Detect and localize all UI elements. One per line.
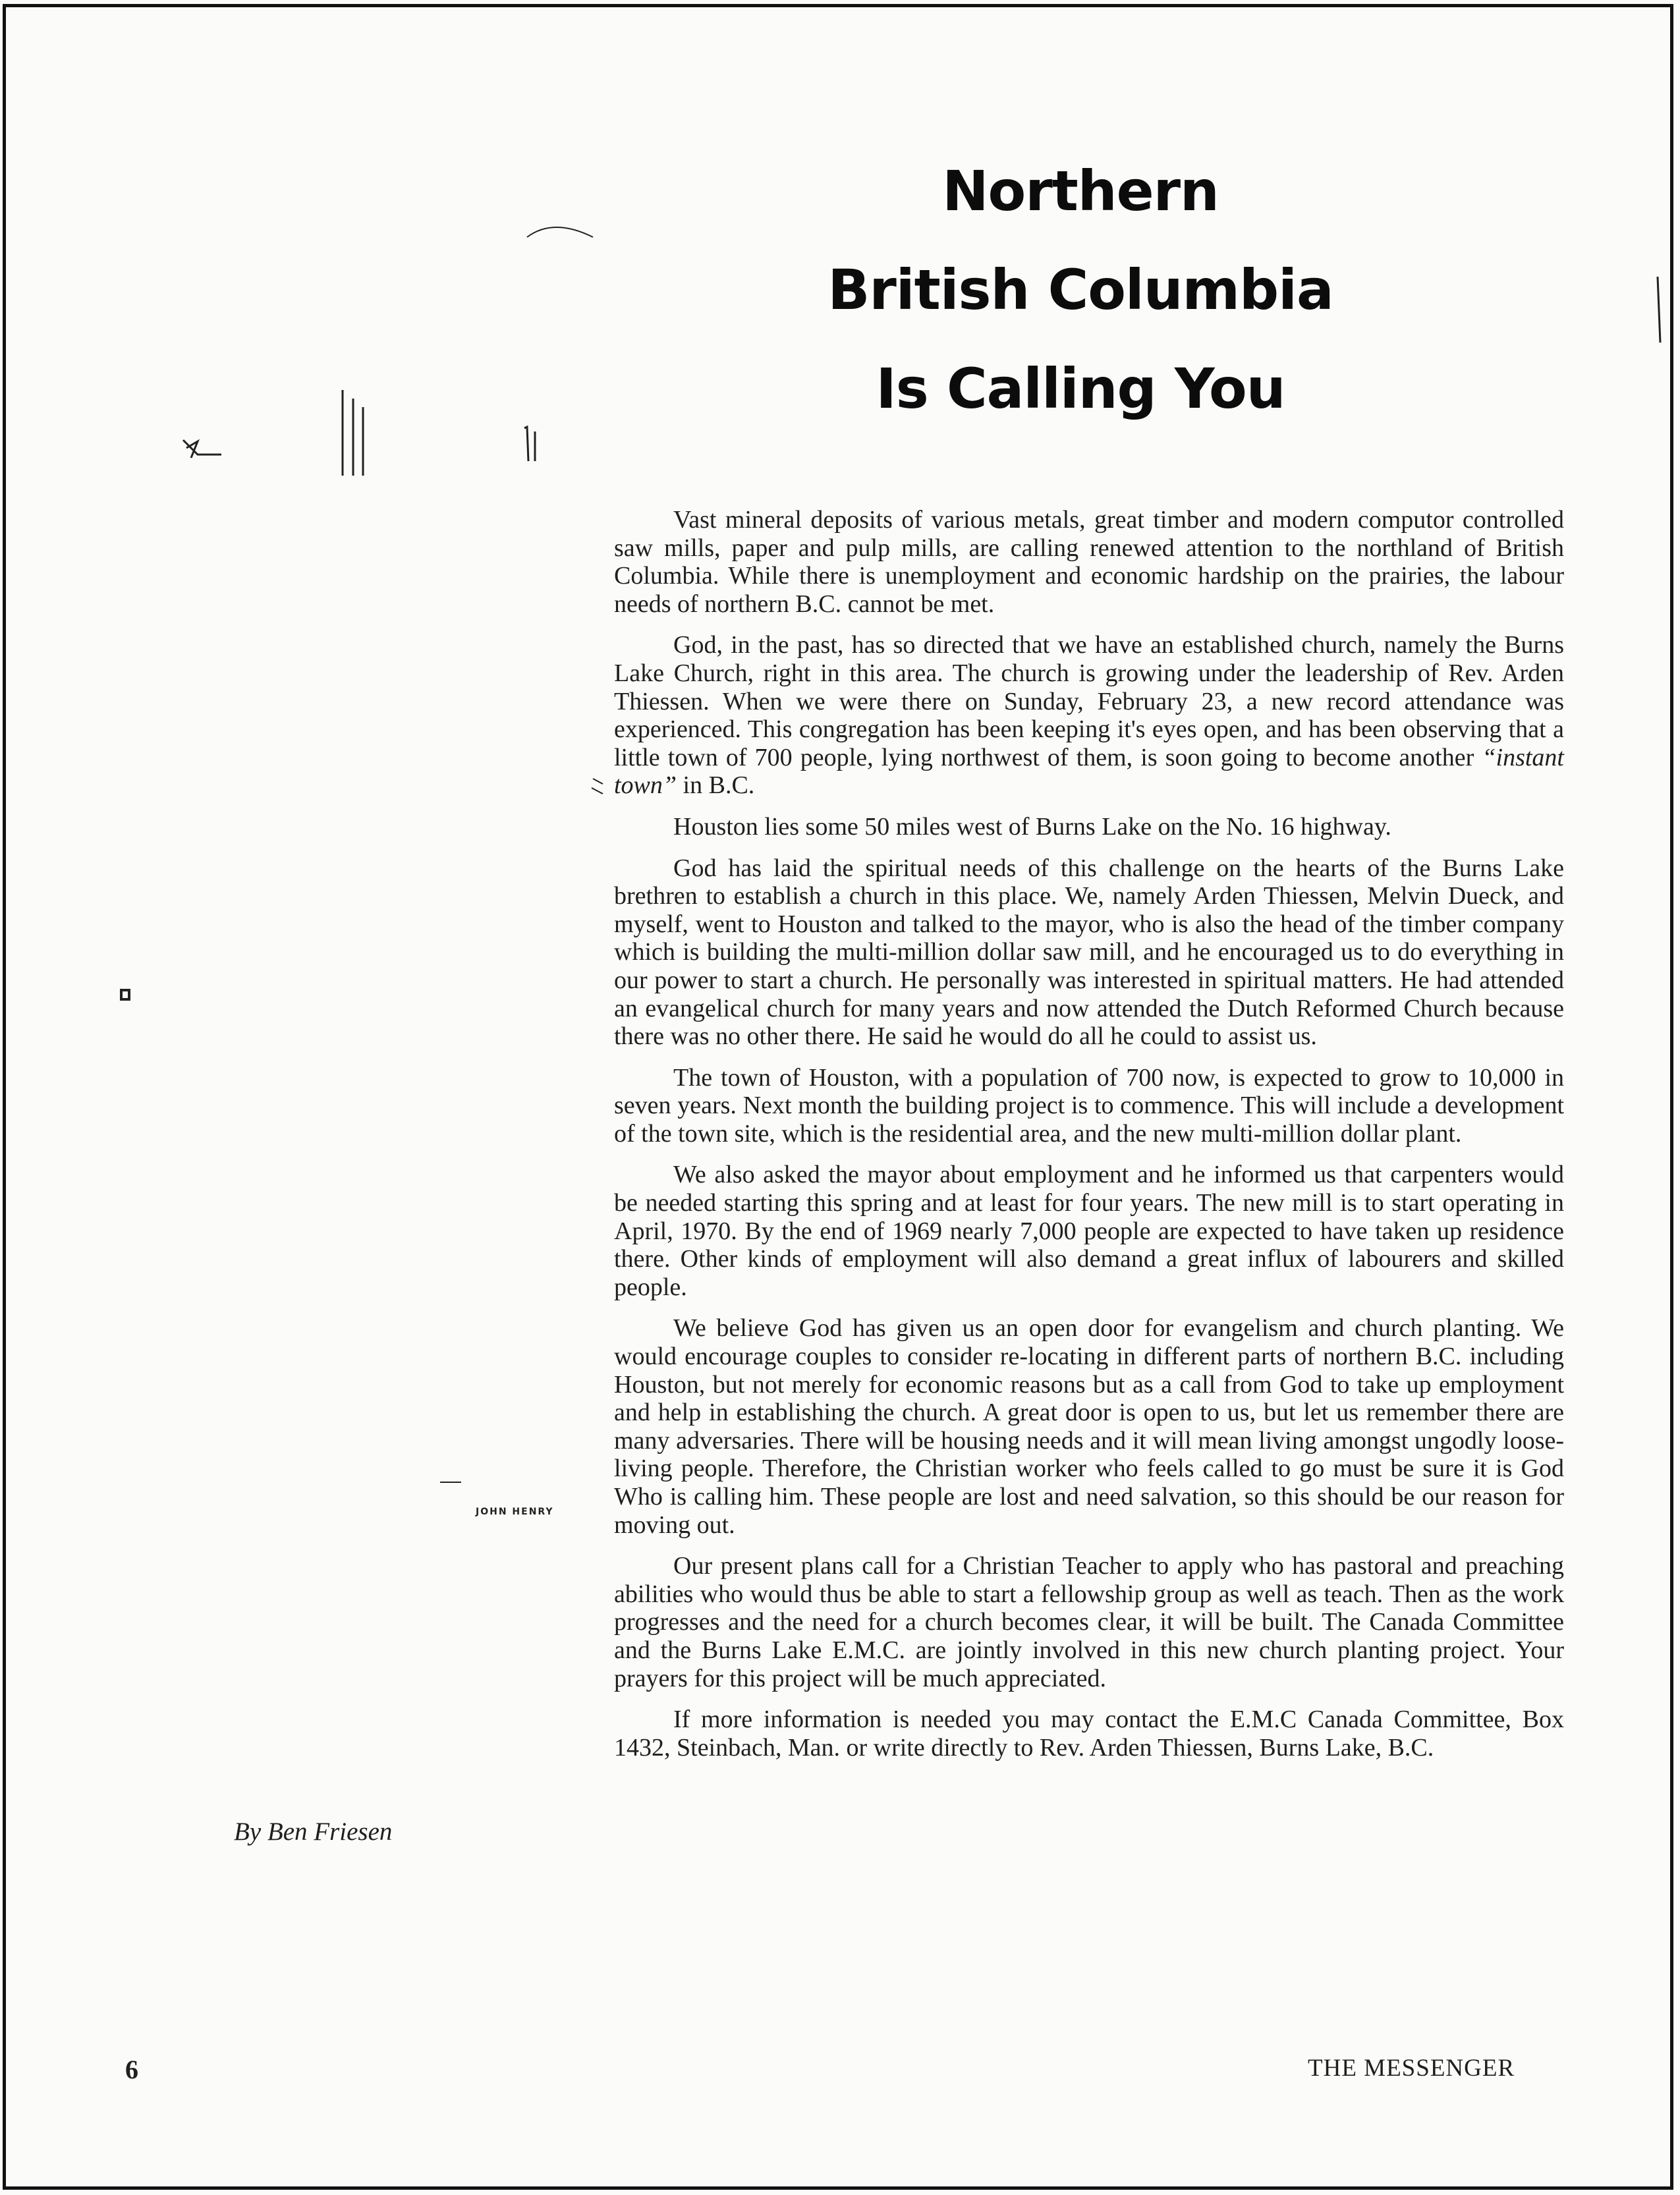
title-line-3: Is Calling You (876, 356, 1285, 421)
paragraph-3: Houston lies some 50 miles west of Burns Lake on the No. 16 highway. (673, 812, 1391, 841)
handwritten-margin-note: JOHN HENRY (476, 1507, 554, 1517)
page-number: 6 (125, 2055, 138, 2084)
instant-town-phrase: “instant town” (614, 743, 1564, 800)
edge-mark (1658, 277, 1660, 343)
paragraph-9: If more information is needed you may contact the E.M.C Canada Committee, Box 1432, Steinbach, Man. or write directly to Rev. Arden Thiessen, Burns Lake, B.C. (614, 1706, 1564, 1762)
paragraph-2-text: God, in the past, has so directed that we have an established church, namely the Burns Lake Church, right in this area. The church is growing under the leadership of Rev. Arden Thiessen. When we were there on Sunday, February 23, a new record attendance was experienced. This congregation has been keeping it's eyes open, and has been observing that a little town of 700 people, lying northwest of them, is soon going to become another (614, 631, 1564, 771)
paragraph-4: God has laid the spiritual needs of this challenge on the hearts of the Burns Lake brethren to establish a church in this place. We, namely Arden Thiessen, Melvin Dueck, and myself, went to Houston and talked to the mayor, who is also the head of the timber company which is building the multi-million dollar saw mill, and he encouraged us to do everything in our power to start a church. He personally was interested in spiritual matters. He had attended an evangelical church for many years and now attended the Dutch Reformed Church because there was no other there. He said he would do all he could to assist us. (614, 854, 1564, 1051)
pencil-dash-2 (592, 788, 603, 794)
article-body (614, 506, 1564, 1775)
paragraph-8: Our present plans call for a Christian Teacher to apply who has pastoral and preaching abilities who would thus be able to start a fellowship group as well as teach. Then as the work progresses and the need for a church becomes clear, it will be built. The Canada Committee and the Burns Lake E.M.C. are jointly involved in this new church planting project. Your prayers for this project will be much appreciated. (614, 1552, 1564, 1692)
paragraph-7: We believe God has given us an open door for evangelism and church planting. We would encourage couples to consider re-locating in different parts of northern B.C. including Houston, but not merely for economic reasons but as a call from God to take up employment and help in establishing the church. A great door is open to us, but let us remember there are many adversaries. There will be housing needs and it will mean living amongst ungodly loose-living people. Therefore, the Christian worker who feels called to go must be sure it is God Who is calling him. These people are lost and need salvation, so this should be our reason for moving out. (614, 1314, 1564, 1539)
paragraph-5: The town of Houston, with a population of 700 now, is expected to grow to 10,000 in seven years. Next month the building project is to commence. This will include a development of the town site, which is the residential area, and the new multi-million dollar plant. (614, 1063, 1564, 1148)
margin-mark (121, 990, 129, 999)
paragraph-2 (614, 631, 1564, 800)
byline: By Ben Friesen (234, 1818, 393, 1846)
paragraph-6: We also asked the mayor about employment and he informed us that carpenters would be needed starting this spring and at least for four years. The new mill is to start operating in April, 1970. By the end of 1969 nearly 7,000 people are expected to have taken up residence there. Other kinds of employment will also demand a great influx of labourers and skilled people. (614, 1161, 1564, 1301)
pencil-stroke (527, 227, 593, 237)
publication-name: THE MESSENGER (1308, 2055, 1515, 2082)
title-line-2: British Columbia (827, 258, 1333, 322)
pencil-dash-1 (593, 779, 603, 784)
tick-mark-4 (524, 427, 528, 461)
paragraph-2-end: in B.C. (677, 771, 755, 800)
article-title (751, 142, 1410, 438)
paragraph-1: Vast mineral deposits of various metals, great timber and modern computor controlled saw mills, paper and pulp mills, are calling renewed attention to the northland of British Columbia. While there is unemployment and economic hardship on the prairies, the labour needs of northern B.C. cannot be met. (614, 506, 1564, 618)
title-line-1: Northern (942, 159, 1219, 223)
